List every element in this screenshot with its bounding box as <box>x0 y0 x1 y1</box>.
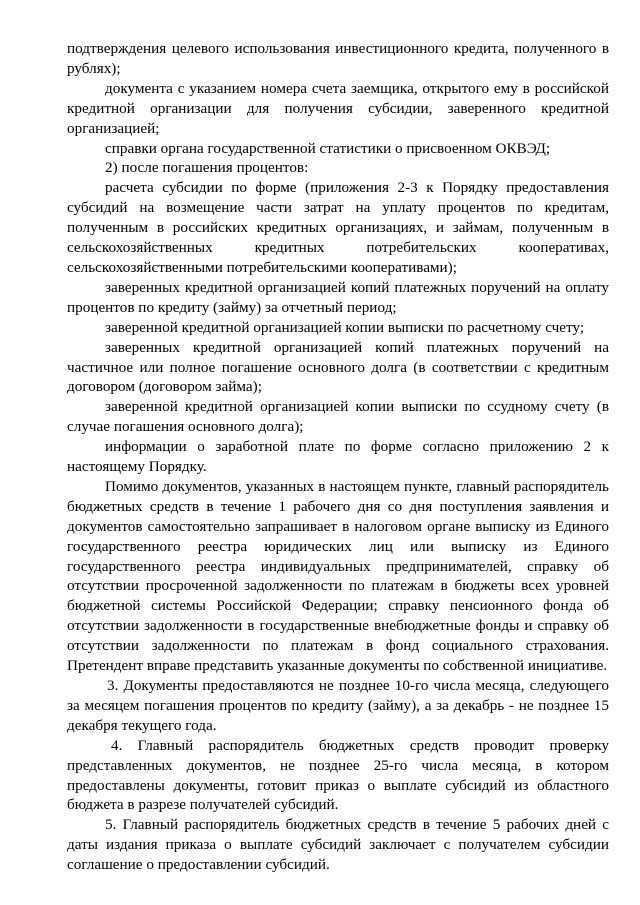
paragraph-section-5: 5. Главный распорядитель бюджетных средств в течение 5 рабочих дней с даты издания приказа о выплате субсидий заключает с получателем субсидии соглашение о предоставлении субсидий. <box>67 816 609 874</box>
paragraph: справки органа государственной статистики о присвоенном ОКВЭД; <box>105 139 551 157</box>
paragraph: информации о заработной плате по форме согласно приложению 2 к настоящему Порядку. <box>67 438 609 476</box>
paragraph: заверенной кредитной организацией копии выписки по ссудному счету (в случае погашения основного долга); <box>67 398 609 436</box>
paragraph: 2) после погашения процентов: <box>105 159 309 177</box>
paragraph: заверенной кредитной организацией копии выписки по расчетному счету; <box>105 318 585 336</box>
paragraph: заверенных кредитной организацией копий платежных поручений на частичное или полное погашение основного долга (в соответствии с кредитным договором (договором займа); <box>67 338 609 396</box>
paragraph: Помимо документов, указанных в настоящем пункте, главный распорядитель бюджетных средств в течение 1 рабочего дня со дня поступления заявления и документов самостоятельно запрашивает в налоговом органе выписку из Единого государственного реестра юридических лиц или выписку из Единого государственного реестра индивидуальных предпринимателей, справку об отсутствии просроченной задолженности по платежам в бюджеты всех уровней бюджетной системы Российской Федерации; справку пенсионного фонда об отсутствии задолженности в государственные внебюджетные фонды и справку об отсутствии задолженности по платежам в фонд социального страхования. Претендент вправе представить указанные документы по собственной инициативе. <box>67 477 609 675</box>
paragraph: подтверждения целевого использования инвестиционного кредита, полученного в рублях); <box>67 40 609 77</box>
paragraph-section-4: 4. Главный распорядитель бюджетных средств проводит проверку представленных документов, не позднее 25-го числа месяца, в котором предоставлены документы, готовит приказ о выплате субсидий из областного бюджета в разрезе получателей субсидий. <box>67 736 609 814</box>
paragraph: заверенных кредитной организацией копий платежных поручений на оплату процентов по кредиту (займу) за отчетный период; <box>67 278 609 316</box>
paragraph: документа с указанием номера счета заемщика, открытого ему в российской кредитной организации для получения субсидии, заверенного кредитной организацией; <box>67 79 609 137</box>
paragraph-section-3: 3. Документы предоставляются не позднее 10-го числа месяца, следующего за месяцем погашения процентов по кредиту (займу), а за декабрь - не позднее 15 декабря текущего года. <box>67 677 609 734</box>
document-body <box>67 39 609 875</box>
paragraph: расчета субсидии по форме (приложения 2-3 к Порядку предоставления субсидий на возмещение части затрат на уплату процентов по кредитам, полученным в российских кредитных организациях, и займам, полученным в сельскохозяйственных кредитных потребительских кооперативах, сельскохозяйственными потребительскими кооперативами); <box>67 179 609 276</box>
